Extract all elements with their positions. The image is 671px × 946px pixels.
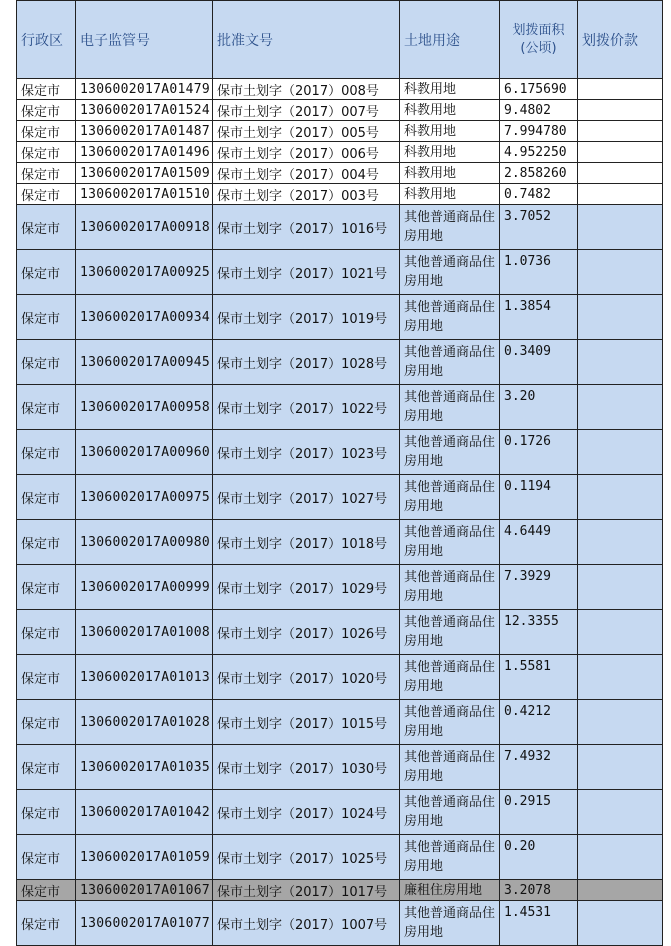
cell-code: 1306002017A00960 [76, 430, 213, 475]
table-row [17, 205, 663, 250]
cell-price [578, 430, 663, 475]
table-row [17, 295, 663, 340]
cell-price [578, 745, 663, 790]
cell-use: 其他普通商品住房用地 [400, 520, 500, 565]
cell-district: 保定市 [17, 475, 76, 520]
cell-approval: 保市土划字（2017）1020号 [213, 655, 400, 700]
cell-use: 科教用地 [400, 163, 500, 184]
cell-code: 1306002017A01524 [76, 100, 213, 121]
cell-price [578, 475, 663, 520]
cell-district: 保定市 [17, 610, 76, 655]
cell-approval: 保市土划字（2017）007号 [213, 100, 400, 121]
table-row [17, 184, 663, 205]
cell-area: 9.4802 [500, 100, 578, 121]
table-row [17, 790, 663, 835]
table-row [17, 520, 663, 565]
cell-approval: 保市土划字（2017）005号 [213, 121, 400, 142]
cell-approval: 保市土划字（2017）1027号 [213, 475, 400, 520]
cell-area: 0.4212 [500, 700, 578, 745]
cell-area: 0.1726 [500, 430, 578, 475]
cell-area: 3.7052 [500, 205, 578, 250]
cell-price [578, 385, 663, 430]
cell-price [578, 901, 663, 946]
cell-use: 其他普通商品住房用地 [400, 565, 500, 610]
cell-use: 其他普通商品住房用地 [400, 205, 500, 250]
cell-approval: 保市土划字（2017）1019号 [213, 295, 400, 340]
cell-area: 1.5581 [500, 655, 578, 700]
cell-approval: 保市土划字（2017）1023号 [213, 430, 400, 475]
header-code: 电子监管号 [76, 1, 213, 79]
cell-district: 保定市 [17, 205, 76, 250]
cell-area: 1.0736 [500, 250, 578, 295]
cell-price [578, 295, 663, 340]
cell-price [578, 340, 663, 385]
cell-district: 保定市 [17, 565, 76, 610]
cell-code: 1306002017A01035 [76, 745, 213, 790]
cell-district: 保定市 [17, 100, 76, 121]
cell-district: 保定市 [17, 79, 76, 100]
header-price: 划拨价款 [578, 1, 663, 79]
cell-use: 其他普通商品住房用地 [400, 385, 500, 430]
cell-use: 其他普通商品住房用地 [400, 745, 500, 790]
cell-area: 4.952250 [500, 142, 578, 163]
cell-use: 廉租住房用地 [400, 880, 500, 901]
cell-price [578, 655, 663, 700]
cell-use: 科教用地 [400, 121, 500, 142]
cell-district: 保定市 [17, 700, 76, 745]
cell-area: 12.3355 [500, 610, 578, 655]
cell-area: 4.6449 [500, 520, 578, 565]
cell-district: 保定市 [17, 901, 76, 946]
cell-use: 科教用地 [400, 142, 500, 163]
cell-price [578, 790, 663, 835]
cell-use: 其他普通商品住房用地 [400, 610, 500, 655]
cell-district: 保定市 [17, 745, 76, 790]
cell-area: 0.3409 [500, 340, 578, 385]
cell-approval: 保市土划字（2017）1030号 [213, 745, 400, 790]
cell-code: 1306002017A01028 [76, 700, 213, 745]
cell-code: 1306002017A01510 [76, 184, 213, 205]
cell-code: 1306002017A01059 [76, 835, 213, 880]
cell-use: 其他普通商品住房用地 [400, 835, 500, 880]
cell-code: 1306002017A01496 [76, 142, 213, 163]
cell-approval: 保市土划字（2017）006号 [213, 142, 400, 163]
header-district: 行政区 [17, 1, 76, 79]
cell-code: 1306002017A00925 [76, 250, 213, 295]
cell-price [578, 142, 663, 163]
cell-approval: 保市土划字（2017）1029号 [213, 565, 400, 610]
table-row [17, 100, 663, 121]
table-body [17, 79, 663, 946]
cell-area: 0.2915 [500, 790, 578, 835]
cell-district: 保定市 [17, 250, 76, 295]
cell-code: 1306002017A01077 [76, 901, 213, 946]
cell-price [578, 79, 663, 100]
cell-district: 保定市 [17, 121, 76, 142]
cell-price [578, 610, 663, 655]
cell-use: 其他普通商品住房用地 [400, 340, 500, 385]
cell-approval: 保市土划字（2017）1015号 [213, 700, 400, 745]
table-row [17, 880, 663, 901]
table-row [17, 610, 663, 655]
cell-price [578, 250, 663, 295]
cell-area: 1.4531 [500, 901, 578, 946]
cell-price [578, 520, 663, 565]
cell-code: 1306002017A01013 [76, 655, 213, 700]
cell-approval: 保市土划字（2017）1025号 [213, 835, 400, 880]
cell-area: 3.2078 [500, 880, 578, 901]
cell-use: 其他普通商品住房用地 [400, 790, 500, 835]
table-row [17, 901, 663, 946]
cell-area: 6.175690 [500, 79, 578, 100]
cell-price [578, 205, 663, 250]
table-row [17, 430, 663, 475]
cell-use: 其他普通商品住房用地 [400, 475, 500, 520]
cell-area: 0.20 [500, 835, 578, 880]
cell-code: 1306002017A00980 [76, 520, 213, 565]
cell-district: 保定市 [17, 184, 76, 205]
table-row [17, 475, 663, 520]
cell-approval: 保市土划字（2017）1022号 [213, 385, 400, 430]
cell-area: 7.3929 [500, 565, 578, 610]
table-row [17, 340, 663, 385]
cell-code: 1306002017A01067 [76, 880, 213, 901]
cell-price [578, 163, 663, 184]
cell-area: 1.3854 [500, 295, 578, 340]
cell-approval: 保市土划字（2017）1018号 [213, 520, 400, 565]
cell-area: 0.7482 [500, 184, 578, 205]
cell-district: 保定市 [17, 295, 76, 340]
cell-approval: 保市土划字（2017）1024号 [213, 790, 400, 835]
cell-district: 保定市 [17, 340, 76, 385]
cell-area: 2.858260 [500, 163, 578, 184]
cell-code: 1306002017A00958 [76, 385, 213, 430]
cell-code: 1306002017A00945 [76, 340, 213, 385]
cell-use: 科教用地 [400, 184, 500, 205]
cell-price [578, 880, 663, 901]
cell-area: 3.20 [500, 385, 578, 430]
cell-approval: 保市土划字（2017）1016号 [213, 205, 400, 250]
cell-approval: 保市土划字（2017）1017号 [213, 880, 400, 901]
header-approval: 批准文号 [213, 1, 400, 79]
table-row [17, 121, 663, 142]
cell-district: 保定市 [17, 163, 76, 184]
cell-price [578, 121, 663, 142]
cell-district: 保定市 [17, 142, 76, 163]
cell-price [578, 835, 663, 880]
cell-code: 1306002017A01479 [76, 79, 213, 100]
cell-code: 1306002017A01042 [76, 790, 213, 835]
header-use: 土地用途 [400, 1, 500, 79]
cell-code: 1306002017A00999 [76, 565, 213, 610]
cell-use: 其他普通商品住房用地 [400, 655, 500, 700]
table-row [17, 142, 663, 163]
cell-code: 1306002017A01487 [76, 121, 213, 142]
cell-code: 1306002017A00918 [76, 205, 213, 250]
cell-use: 科教用地 [400, 100, 500, 121]
cell-price [578, 184, 663, 205]
cell-approval: 保市土划字（2017）003号 [213, 184, 400, 205]
cell-price [578, 100, 663, 121]
cell-approval: 保市土划字（2017）1021号 [213, 250, 400, 295]
cell-price [578, 700, 663, 745]
cell-use: 其他普通商品住房用地 [400, 295, 500, 340]
cell-district: 保定市 [17, 520, 76, 565]
cell-district: 保定市 [17, 655, 76, 700]
cell-approval: 保市土划字（2017）004号 [213, 163, 400, 184]
cell-code: 1306002017A01509 [76, 163, 213, 184]
table-row [17, 655, 663, 700]
header-area: 划拨面积(公顷) [500, 1, 578, 79]
cell-area: 0.1194 [500, 475, 578, 520]
cell-price [578, 565, 663, 610]
cell-approval: 保市土划字（2017）1028号 [213, 340, 400, 385]
cell-area: 7.4932 [500, 745, 578, 790]
land-allocation-table [16, 0, 663, 946]
cell-approval: 保市土划字（2017）1026号 [213, 610, 400, 655]
table-row [17, 163, 663, 184]
cell-use: 其他普通商品住房用地 [400, 901, 500, 946]
cell-use: 其他普通商品住房用地 [400, 700, 500, 745]
cell-code: 1306002017A01008 [76, 610, 213, 655]
table-row [17, 385, 663, 430]
cell-code: 1306002017A00975 [76, 475, 213, 520]
cell-use: 其他普通商品住房用地 [400, 250, 500, 295]
cell-use: 科教用地 [400, 79, 500, 100]
cell-district: 保定市 [17, 880, 76, 901]
cell-district: 保定市 [17, 430, 76, 475]
table-row [17, 250, 663, 295]
cell-area: 7.994780 [500, 121, 578, 142]
cell-use: 其他普通商品住房用地 [400, 430, 500, 475]
cell-district: 保定市 [17, 790, 76, 835]
table-row [17, 79, 663, 100]
cell-approval: 保市土划字（2017）1007号 [213, 901, 400, 946]
table-row [17, 700, 663, 745]
cell-approval: 保市土划字（2017）008号 [213, 79, 400, 100]
cell-code: 1306002017A00934 [76, 295, 213, 340]
table-row [17, 565, 663, 610]
cell-district: 保定市 [17, 385, 76, 430]
table-row [17, 745, 663, 790]
header-row [17, 1, 663, 79]
table-row [17, 835, 663, 880]
cell-district: 保定市 [17, 835, 76, 880]
